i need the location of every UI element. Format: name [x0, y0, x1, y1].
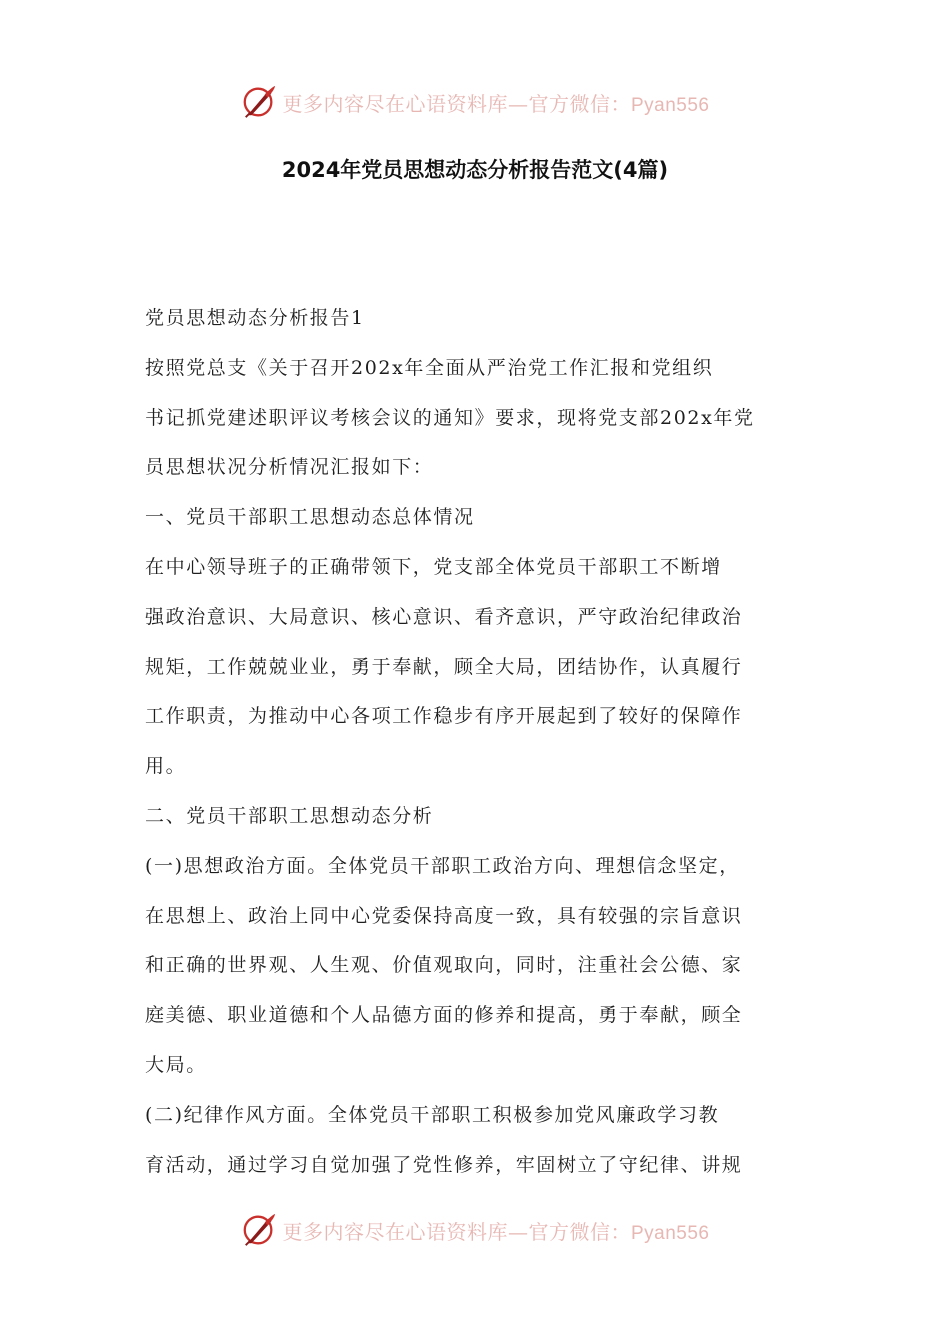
paragraph-line: 用。 — [145, 755, 187, 778]
paragraph-line: 和正确的世界观、人生观、价值观取向，同时，注重社会公德、家 — [145, 954, 743, 977]
paragraph-line: 员思想状况分析情况汇报如下： — [145, 456, 434, 479]
paragraph-line: 规矩，工作兢兢业业，勇于奉献，顾全大局，团结协作，认真履行 — [145, 655, 743, 678]
quill-logo-icon — [240, 83, 278, 121]
watermark-footer — [0, 1208, 950, 1252]
paragraph-line: 强政治意识、大局意识、核心意识、看齐意识，严守政治纪律政治 — [145, 605, 743, 628]
section-heading: 二、党员干部职工思想动态分析 — [145, 804, 434, 827]
paragraph-line: 庭美德、职业道德和个人品德方面的修养和提高，勇于奉献，顾全 — [145, 1004, 743, 1027]
paragraph-line: 在思想上、政治上同中心党委保持高度一致，具有较强的宗旨意识 — [145, 904, 743, 927]
paragraph-line: (一)思想政治方面。全体党员干部职工政治方向、理想信念坚定， — [145, 854, 740, 877]
paragraph-line: 书记抓党建述职评议考核会议的通知》要求，现将党支部202x年党 — [145, 406, 755, 429]
paragraph-line: (二)纪律作风方面。全体党员干部职工积极参加党风廉政学习教 — [145, 1103, 720, 1126]
section-heading: 党员思想动态分析报告1 — [145, 307, 365, 329]
quill-logo-icon — [240, 1211, 278, 1249]
section-heading: 一、党员干部职工思想动态总体情况 — [145, 506, 475, 529]
paragraph-line: 工作职责，为推动中心各项工作稳步有序开展起到了较好的保障作 — [145, 705, 743, 728]
paragraph-line: 按照党总支《关于召开202x年全面从严治党工作汇报和党组织 — [145, 356, 714, 379]
watermark-text: 更多内容尽在心语资料库—官方微信：Pyan556 — [282, 91, 710, 116]
document-title: 2024年党员思想动态分析报告范文(4篇) — [281, 158, 669, 182]
watermark-text: 更多内容尽在心语资料库—官方微信：Pyan556 — [282, 1219, 710, 1244]
paragraph-line: 育活动，通过学习自觉加强了党性修养，牢固树立了守纪律、讲规 — [145, 1153, 743, 1176]
paragraph-line: 大局。 — [145, 1053, 207, 1076]
watermark-header — [0, 80, 950, 124]
paragraph-line: 在中心领导班子的正确带领下，党支部全体党员干部职工不断增 — [145, 555, 722, 578]
document-body — [145, 294, 810, 1190]
